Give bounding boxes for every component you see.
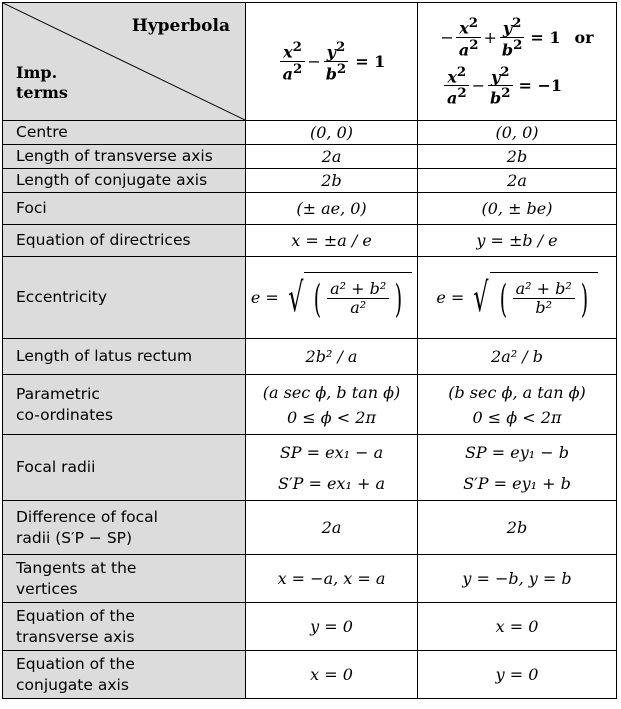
row-conjugate-equation (3, 651, 617, 699)
row-transverse-equation (3, 603, 617, 651)
row-label: Focal radii (3, 435, 246, 501)
or-word: or (574, 27, 594, 47)
cell-value: x = −a, x = a (246, 555, 418, 603)
row-label: Foci (3, 193, 246, 225)
cell-value: (b sec ϕ, a tan ϕ) 0 ≤ ϕ < 2π (418, 375, 617, 435)
row-label: Equation of the conjugate axis (3, 651, 246, 699)
eccentricity-formula: e = √ ( $\frac{\text{a² + b²}}{\text{b²}}$ ) (418, 257, 617, 339)
cell-value: x = ±a / e (246, 225, 418, 257)
row-label: Length of latus rectum (3, 339, 246, 375)
cell-value: x = 0 (418, 603, 617, 651)
cell-value: SP = ey₁ − b S′P = ey₁ + b (418, 435, 617, 501)
cell-value: x = 0 (246, 651, 418, 699)
row-conjugate-length (3, 169, 617, 193)
row-foci (3, 193, 617, 225)
fraction-y: $\frac{y^2}{b^2}$ (323, 40, 349, 83)
cell-value: 2a (246, 145, 418, 169)
cell-value: 2b² / a (246, 339, 418, 375)
header-equation-standard (246, 3, 418, 121)
row-focal-radii (3, 435, 617, 501)
cell-value: 2a² / b (418, 339, 617, 375)
cell-value: (0, ± be) (418, 193, 617, 225)
cell-value: (0, 0) (418, 121, 617, 145)
hyperbola-table (2, 2, 617, 699)
standard-equation: $\frac{x^2}{a^2}$ − $\frac{y^2}{b^2}$ = 1 (278, 40, 386, 83)
eccentricity-formula: e = √ ( $\frac{\text{a² + b²}}{\text{a²}}$ ) (246, 257, 418, 339)
corner-header-cell (3, 3, 246, 121)
conjugate-equation-line1: − $\frac{x^2}{a^2}$ + $\frac{y^2}{b^2}$ = 1 or (440, 14, 594, 59)
cell-value: SP = ex₁ − a S′P = ex₁ + a (246, 435, 418, 501)
header-row (3, 3, 617, 121)
row-transverse-length (3, 145, 617, 169)
cell-value: y = 0 (418, 651, 617, 699)
row-label: Equation of directrices (3, 225, 246, 257)
row-label: Length of transverse axis (3, 145, 246, 169)
row-label: Eccentricity (3, 257, 246, 339)
corner-bottom-label: Imp. terms (16, 63, 68, 102)
row-label: Length of conjugate axis (3, 169, 246, 193)
row-eccentricity (3, 257, 617, 339)
cell-value: y = 0 (246, 603, 418, 651)
cell-value: 2a (246, 501, 418, 555)
sqrt-symbol: √ ( $\frac{\text{a² + b²}}{\text{a²}}$ ) (283, 272, 412, 324)
sqrt-symbol: √ ( $\frac{\text{a² + b²}}{\text{b²}}$ ) (468, 272, 597, 324)
cell-value: 2b (418, 501, 617, 555)
cell-value: y = −b, y = b (418, 555, 617, 603)
row-difference-focal (3, 501, 617, 555)
row-parametric (3, 375, 617, 435)
cell-value: y = ±b / e (418, 225, 617, 257)
header-equation-conjugate (418, 3, 617, 121)
row-label: Equation of the transverse axis (3, 603, 246, 651)
corner-top-label: Hyperbola (131, 16, 230, 36)
row-label: Parametric co-ordinates (3, 375, 246, 435)
row-centre (3, 121, 617, 145)
cell-value: 2b (246, 169, 418, 193)
cell-value: 2a (418, 169, 617, 193)
row-tangents (3, 555, 617, 603)
cell-value: (a sec ϕ, b tan ϕ) 0 ≤ ϕ < 2π (246, 375, 418, 435)
fraction-x: $\frac{x^2}{a^2}$ (280, 40, 306, 83)
cell-value: 2b (418, 145, 617, 169)
row-label: Centre (3, 121, 246, 145)
row-label: Tangents at the vertices (3, 555, 246, 603)
row-directrices (3, 225, 617, 257)
row-latus-rectum (3, 339, 617, 375)
row-label: Difference of focal radii (S′P − SP) (3, 501, 246, 555)
cell-value: (0, 0) (246, 121, 418, 145)
conjugate-equation-line2: $\frac{x^2}{a^2}$ − $\frac{y^2}{b^2}$ = −1 (442, 65, 562, 108)
cell-value: (± ae, 0) (246, 193, 418, 225)
